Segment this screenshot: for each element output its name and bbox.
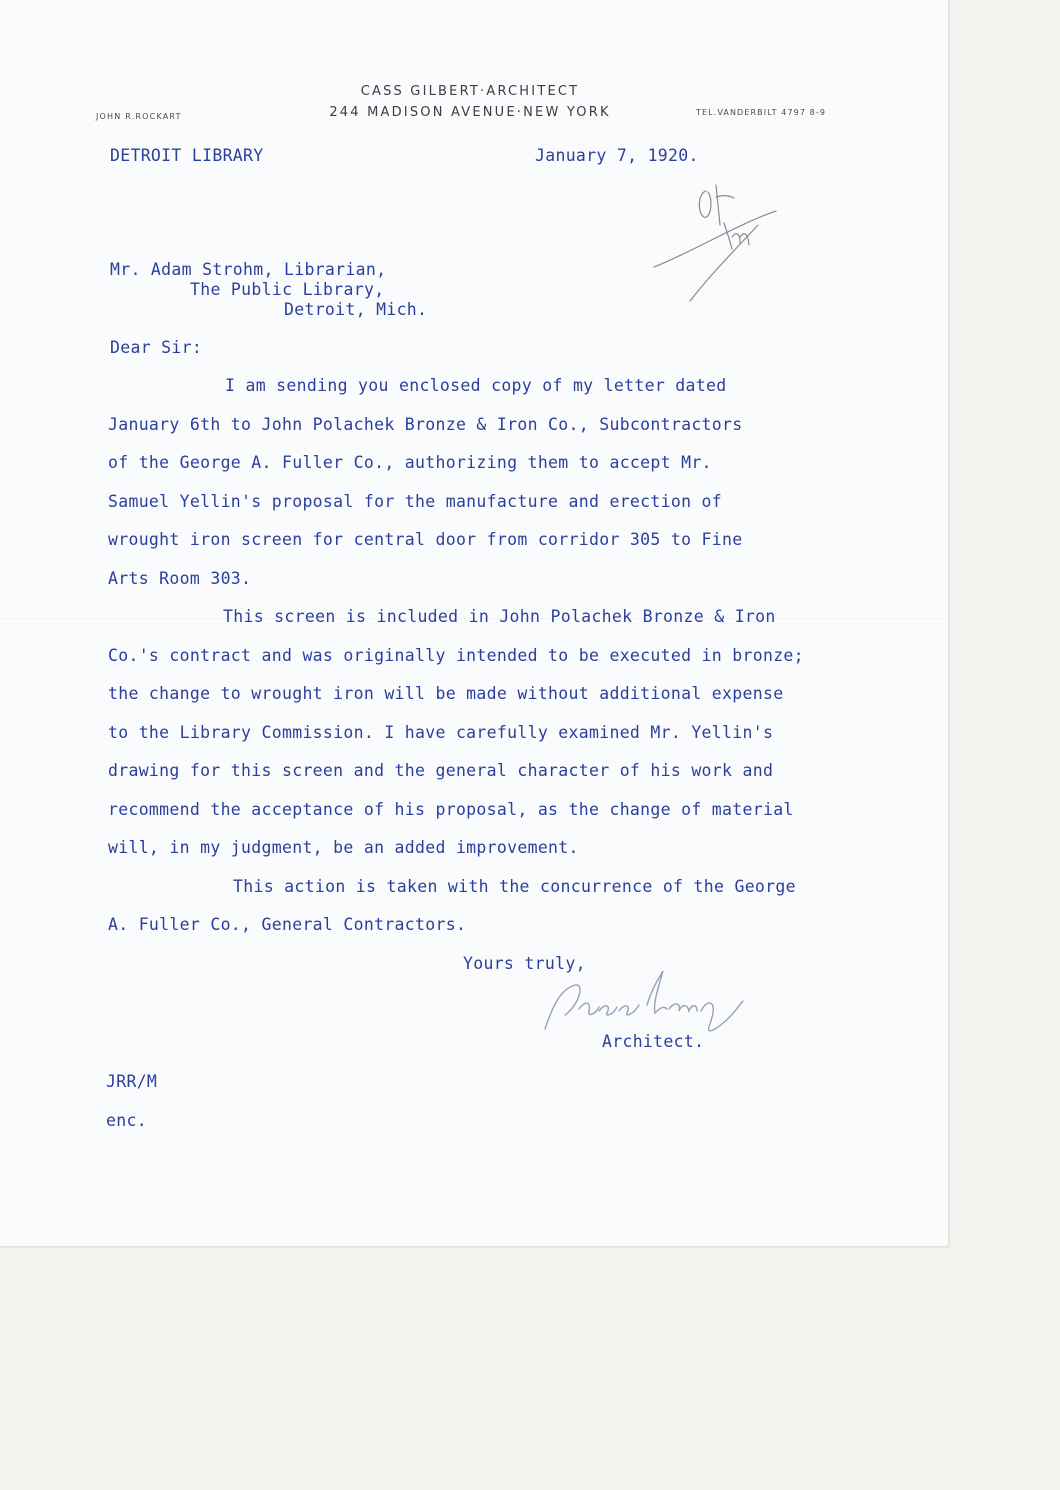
body-line: wrought iron screen for central door from corridor 305 to Fine (108, 530, 743, 549)
body-line: Samuel Yellin's proposal for the manufacture and erection of (108, 492, 723, 511)
body-line: Co.'s contract and was originally intended to be executed in bronze; (108, 646, 804, 665)
typist-initials: JRR/M (106, 1072, 158, 1091)
letterhead-left-note: JOHN R.ROCKART (96, 112, 182, 121)
body-line: drawing for this screen and the general character of his work and (108, 761, 774, 780)
body-line: I am sending you enclosed copy of my letter dated (225, 376, 727, 395)
closing: Yours truly, (463, 954, 586, 973)
letterhead-firm-name: CASS GILBERT·ARCHITECT (360, 84, 580, 99)
pencil-annotation-mark (650, 165, 790, 315)
body-line: A. Fuller Co., General Contractors. (108, 915, 467, 934)
body-line: Arts Room 303. (108, 569, 252, 588)
body-line: will, in my judgment, be an added improvement. (108, 838, 579, 857)
recipient-line-1: Mr. Adam Strohm, Librarian, (110, 260, 387, 279)
body-line: January 6th to John Polachek Bronze & Iron Co., Subcontractors (108, 415, 743, 434)
letter-date: January 7, 1920. (535, 146, 699, 165)
body-line: the change to wrought iron will be made without additional expense (108, 684, 784, 703)
body-line: This action is taken with the concurrence of the George (233, 877, 796, 896)
recipient-line-3: Detroit, Mich. (284, 300, 428, 319)
body-line: This screen is included in John Polachek Bronze & Iron (223, 607, 776, 626)
body-line: to the Library Commission. I have carefully examined Mr. Yellin's (108, 723, 774, 742)
letterhead-telephone: TEL.VANDERBILT 4797 8-9 (696, 108, 827, 117)
body-line: of the George A. Fuller Co., authorizing them to accept Mr. (108, 453, 712, 472)
enclosure-note: enc. (106, 1111, 147, 1130)
recipient-line-2: The Public Library, (190, 280, 385, 299)
signature-title: Architect. (602, 1032, 705, 1051)
salutation: Dear Sir: (110, 338, 203, 357)
subject-line: DETROIT LIBRARY (110, 146, 264, 165)
letterhead-address: 244 MADISON AVENUE·NEW YORK (329, 105, 611, 120)
body-line: recommend the acceptance of his proposal, as the change of material (108, 800, 794, 819)
